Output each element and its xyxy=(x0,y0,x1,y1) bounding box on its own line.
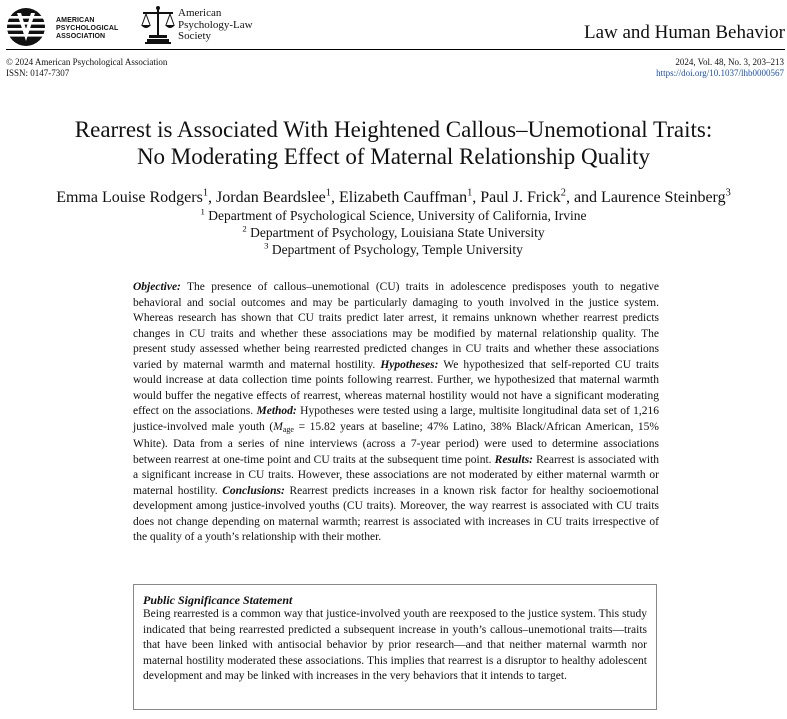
publication-info-left xyxy=(6,57,167,79)
affiliation: $^1$ Department of Psychological Science, University of California, Irvine xyxy=(200,206,587,223)
affiliation: $^2$ Department of Psychology, Louisiana State University xyxy=(242,223,545,240)
article-title: Rearrest is Associated With Heightened Callous–Unemotional Traits: No Moderating Effect of Maternal Relationship Quality xyxy=(74,117,713,169)
significance-title: Public Significance Statement xyxy=(143,593,293,607)
author: Paul J. Frick$^2$, and xyxy=(480,187,602,206)
apa-logo-icon xyxy=(6,7,46,47)
affiliation: $^3$ Department of Psychology, Temple University xyxy=(264,240,523,257)
doi-link[interactable]: https://doi.org/10.1037/lhb0000567 xyxy=(656,68,784,78)
significance-body: Being rearrested is a common way that justice-involved youth are reexposed to the justice system. This study indicated that being rearrested predicted a subsequent increase in youth’s callous–unemotional traits—traits that have been linked with antisocial behavior by prior research—and that neither maternal warmth nor maternal hostility moderated these associations. This implies that rearrest is a disruptor to healthy adolescent development and may be linked with increases in the very behaviors that it intends to target. xyxy=(143,608,647,682)
volume-info: 2024, Vol. 48, No. 3, 203–213 xyxy=(675,57,784,67)
journal-name: Law and Human Behavior xyxy=(583,22,785,43)
apls-wordmark: American Psychology-Law Society xyxy=(178,7,253,42)
header-rule xyxy=(6,49,785,50)
copyright: © 2024 American Psychological Association xyxy=(6,57,168,67)
public-significance-box xyxy=(133,584,657,710)
issn: ISSN: 0147-7307 xyxy=(6,68,70,78)
author: Laurence Steinberg$^3$ xyxy=(601,187,731,206)
author-list xyxy=(0,188,787,208)
abstract: Objective: The presence of callous–unemotional (CU) traits in adolescence predisposes youth to negative behavioral and social outcomes and may be particularly damaging to youth involved in the justice system. Whereas research has shown that CU traits predict later arrest, it remains unknown whether rearrest predicts changes in CU traits and whether these associations may be modified by maternal relationship quality. The present study assessed whether being rearrested predicted changes in CU traits and whether these associations varied by maternal warmth and maternal hostility. Hypotheses: We hypothesized that self-reported CU traits would increase at data collection time points following rearrest. Further, we hypothesized that maternal warmth would buffer the negative effects of rearrest, whereas maternal hostility would not have a significant moderating effect on the associations. Method: Hypotheses were tested using a large, multisite longitudinal data set of 1,216 justice-involved male youth ($M_{age} = 15.82$ years at baseline; 47% Latino, 38% Black/African American, 15% White). Data from a series of nine interviews (across a 7-year period) were used to determine associations between rearrest at one-time point and CU traits at the subsequent time point. Results: Rearrest is associated with a significant increase in CU traits. However, these associations are not moderated by either maternal warmth or maternal hostility. Conclusions: Rearrest predicts increases in a known risk factor for healthy socioemotional development among justice-involved youths (CU traits). Moreover, the way rearrest is associated with CU traits does not change depending on maternal warmth; rearrest is associated with increases in CU traits irrespective of the quality of a youth’s relationship with their mother. xyxy=(133,281,660,543)
affiliation-list xyxy=(0,207,787,258)
apa-wordmark: AMERICAN PSYCHOLOGICAL ASSOCIATION xyxy=(56,17,119,40)
publication-info-right xyxy=(656,57,784,79)
journal-header xyxy=(6,5,785,49)
author: Jordan Beardslee$^1$, xyxy=(216,187,339,206)
scales-of-justice-icon xyxy=(140,5,176,45)
author: Elizabeth Cauffman$^1$, xyxy=(338,187,481,206)
author: Emma Louise Rodgers$^1$, xyxy=(56,187,217,206)
